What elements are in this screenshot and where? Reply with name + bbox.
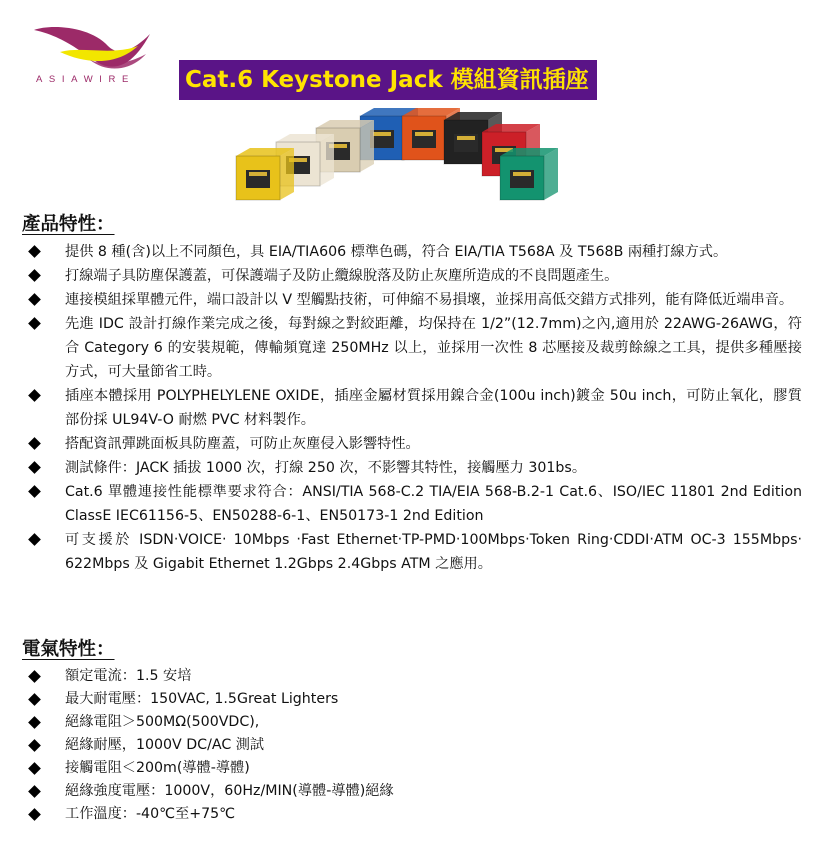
feature-text: 提供 8 種(含)以上不同顏色，具 EIA/TIA606 標準色碼，符合 EIA/TIA T568A 及 T568B 兩種打線方式。 [65, 244, 728, 260]
electrical-text: 最大耐電壓：150VAC, 1.5Great Lighters [65, 691, 339, 707]
electrical-item [0, 711, 830, 734]
feature-text: 先進 IDC 設計打線作業完成之後，每對線之對絞距離，均保持在 1/2”(12.7mm)之內,適用於 22AWG-26AWG，符合 Category 6 的安裝規範，傳輸頻寬達 250MHz 以上，並採用一次性 8 芯壓接及裁剪餘線之工具，提供多種壓接方式，可大量節省工時。 [65, 316, 802, 380]
diamond-bullet-icon [29, 294, 41, 306]
electrical-text: 接觸電阻＜200m(導體-導體) [65, 760, 250, 776]
feature-text: 插座本體採用 POLYPHELYLENE OXIDE，插座金屬材質採用鎳合金(100u inch)鍍金 50u inch，可防止氧化，膠質部份採 UL94V-O 耐燃 PVC 材料製作。 [65, 388, 802, 428]
feature-text: 測試條件：JACK 插拔 1000 次，打線 250 次，不影響其特性，接觸壓力 301bs。 [65, 460, 587, 476]
electrical-item [0, 665, 830, 688]
feature-text: 打線端子具防塵保護蓋，可保護端子及防止纜線脫落及防止灰塵所造成的不良問題產生。 [65, 268, 619, 284]
electrical-text: 工作溫度：-40℃至+75℃ [65, 806, 236, 822]
diamond-bullet-icon [29, 486, 41, 498]
feature-text: 搭配資訊彈跳面板具防塵蓋，可防止灰塵侵入影響特性。 [65, 436, 420, 452]
electrical-text: 絕緣強度電壓：1000V，60Hz/MIN(導體-導體)絕緣 [65, 783, 394, 799]
feature-item [0, 312, 830, 384]
diamond-bullet-icon [29, 462, 41, 474]
diamond-bullet-icon [29, 390, 41, 402]
electrical-item [0, 688, 830, 711]
electrical-text: 額定電流：1.5 安培 [65, 668, 192, 684]
electrical-item [0, 780, 830, 803]
diamond-bullet-icon [29, 717, 41, 729]
feature-item [0, 456, 830, 480]
diamond-bullet-icon [29, 246, 41, 258]
electrical-item [0, 803, 830, 826]
keystone-jack [500, 148, 558, 200]
keystone-jack [236, 148, 294, 200]
features-heading: 產品特性： [22, 214, 115, 235]
logo-wordmark: ASIAWIRE [36, 74, 135, 85]
diamond-bullet-icon [29, 694, 41, 706]
page-title: Cat.6 Keystone Jack 模組資訊插座 [179, 60, 597, 100]
feature-text: Cat.6 單體連接性能標準要求符合：ANSI/TIA 568-C.2 TIA/EIA 568-B.2-1 Cat.6、ISO/IEC 11801 2nd Edition ClassE IEC61156-5、EN50288-6-1、EN50173-1 2nd Edition [65, 484, 802, 524]
feature-item [0, 264, 830, 288]
feature-item [0, 432, 830, 456]
diamond-bullet-icon [29, 270, 41, 282]
diamond-bullet-icon [29, 786, 41, 798]
features-list [0, 240, 830, 576]
electrical-item [0, 734, 830, 757]
electrical-text: 絕緣電阻＞500MΩ(500VDC), [65, 714, 260, 730]
electrical-text: 絕緣耐壓，1000V DC/AC 測試 [65, 737, 265, 753]
diamond-bullet-icon [29, 534, 41, 546]
feature-item [0, 240, 830, 264]
keystone-jacks-photo [230, 104, 570, 210]
feature-text: 可支援於 ISDN‧VOICE‧ 10Mbps ‧Fast Ethernet‧TP-PMD‧100Mbps‧Token Ring‧CDDI‧ATM OC-3 155Mbps‧622Mbps 及 Gigabit Ethernet 1.2Gbps 2.4Gbps ATM 之應用。 [65, 532, 802, 572]
electrical-list [0, 665, 830, 826]
diamond-bullet-icon [29, 763, 41, 775]
feature-item [0, 288, 830, 312]
diamond-bullet-icon [29, 740, 41, 752]
feature-item [0, 384, 830, 432]
electrical-heading: 電氣特性： [22, 639, 115, 660]
diamond-bullet-icon [29, 671, 41, 683]
feature-item [0, 528, 830, 576]
electrical-item [0, 757, 830, 780]
diamond-bullet-icon [29, 809, 41, 821]
feature-item [0, 480, 830, 528]
diamond-bullet-icon [29, 438, 41, 450]
diamond-bullet-icon [29, 318, 41, 330]
feature-text: 連接模組採單體元件，端口設計以 V 型觸點技術，可伸縮不易損壞，並採用高低交錯方式排列，能有降低近端串音。 [65, 292, 794, 308]
